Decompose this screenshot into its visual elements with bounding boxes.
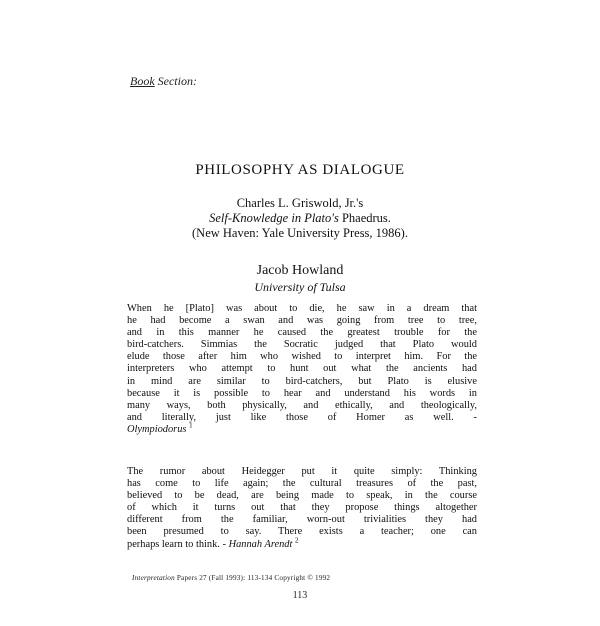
journal-footer [132, 574, 330, 582]
section-label-rest: Section: [154, 74, 197, 88]
section-label-book: Book [130, 74, 155, 88]
footnote-marker: 2 [294, 536, 299, 545]
epigraph-line: because it is possible to hear and understand his words in [127, 387, 477, 399]
publication-info: (New Haven: Yale University Press, 1986). [192, 226, 408, 240]
epigraph-line: When he [Plato] was about to die, he saw in a dream that [127, 303, 477, 314]
epigraph-line: interpreters who attempt to hunt out what the ancients had [127, 363, 477, 375]
article-author: Jacob Howland [256, 263, 344, 278]
epigraph-arendt [127, 466, 477, 551]
author-affiliation: University of Tulsa [254, 280, 346, 294]
book-title-rest: Phaedrus. [338, 211, 391, 225]
epigraph-line: of which it turns out that they propose things altogether [127, 502, 477, 514]
reviewed-author: Charles L. Griswold, Jr.'s [236, 196, 364, 210]
page-number: 113 [292, 590, 308, 601]
epigraph-attribution-line [127, 536, 477, 551]
reviewed-work [0, 196, 600, 241]
epigraph-line: The rumor about Heidegger put it quite simply: Thinking [127, 466, 477, 477]
section-label [130, 74, 197, 89]
journal-citation: Papers 27 (Fall 1993): 113-134 Copyright © 1992 [174, 574, 331, 582]
epigraph-last-text: perhaps learn to think. - [127, 538, 229, 550]
epigraph-line: believed to be dead, are being made to speak, in the course [127, 490, 477, 502]
epigraph-olympiodorus [127, 303, 477, 436]
reviewed-book-title [0, 211, 600, 226]
epigraph-attribution: Hannah Arendt [228, 538, 293, 550]
epigraph-line: elude those after him who wished to interpret him. For the [127, 351, 477, 363]
book-title-italic: Self-Knowledge in Plato's [209, 211, 339, 225]
journal-name: Interpretation [132, 574, 175, 582]
epigraph-attribution: Olympiodorus [127, 423, 187, 435]
epigraph-line: and literally, just like those of Homer as well. - [127, 411, 477, 423]
epigraph-line: he had become a swan and was going from tree to tree, [127, 315, 477, 327]
epigraph-line: different from the familiar, worn-out trivialities they had [127, 514, 477, 526]
epigraph-line: bird-catchers. Simmias the Socratic judged that Plato would [127, 339, 477, 351]
epigraph-attribution-line [127, 421, 477, 436]
epigraph-line: many ways, both physically, and ethically, and theologically, [127, 399, 477, 411]
epigraph-line: in mind are similar to bird-catchers, but Plato is elusive [127, 375, 477, 387]
article-title: PHILOSOPHY AS DIALOGUE [195, 162, 405, 178]
footnote-marker: 1 [189, 421, 193, 430]
epigraph-line: been presumed to say. There exists a teacher; one can [127, 526, 477, 538]
epigraph-line: has come to life again; the cultural treasures of the past, [127, 478, 477, 490]
epigraph-line: and in this manner he caused the greatest trouble for the [127, 327, 477, 339]
